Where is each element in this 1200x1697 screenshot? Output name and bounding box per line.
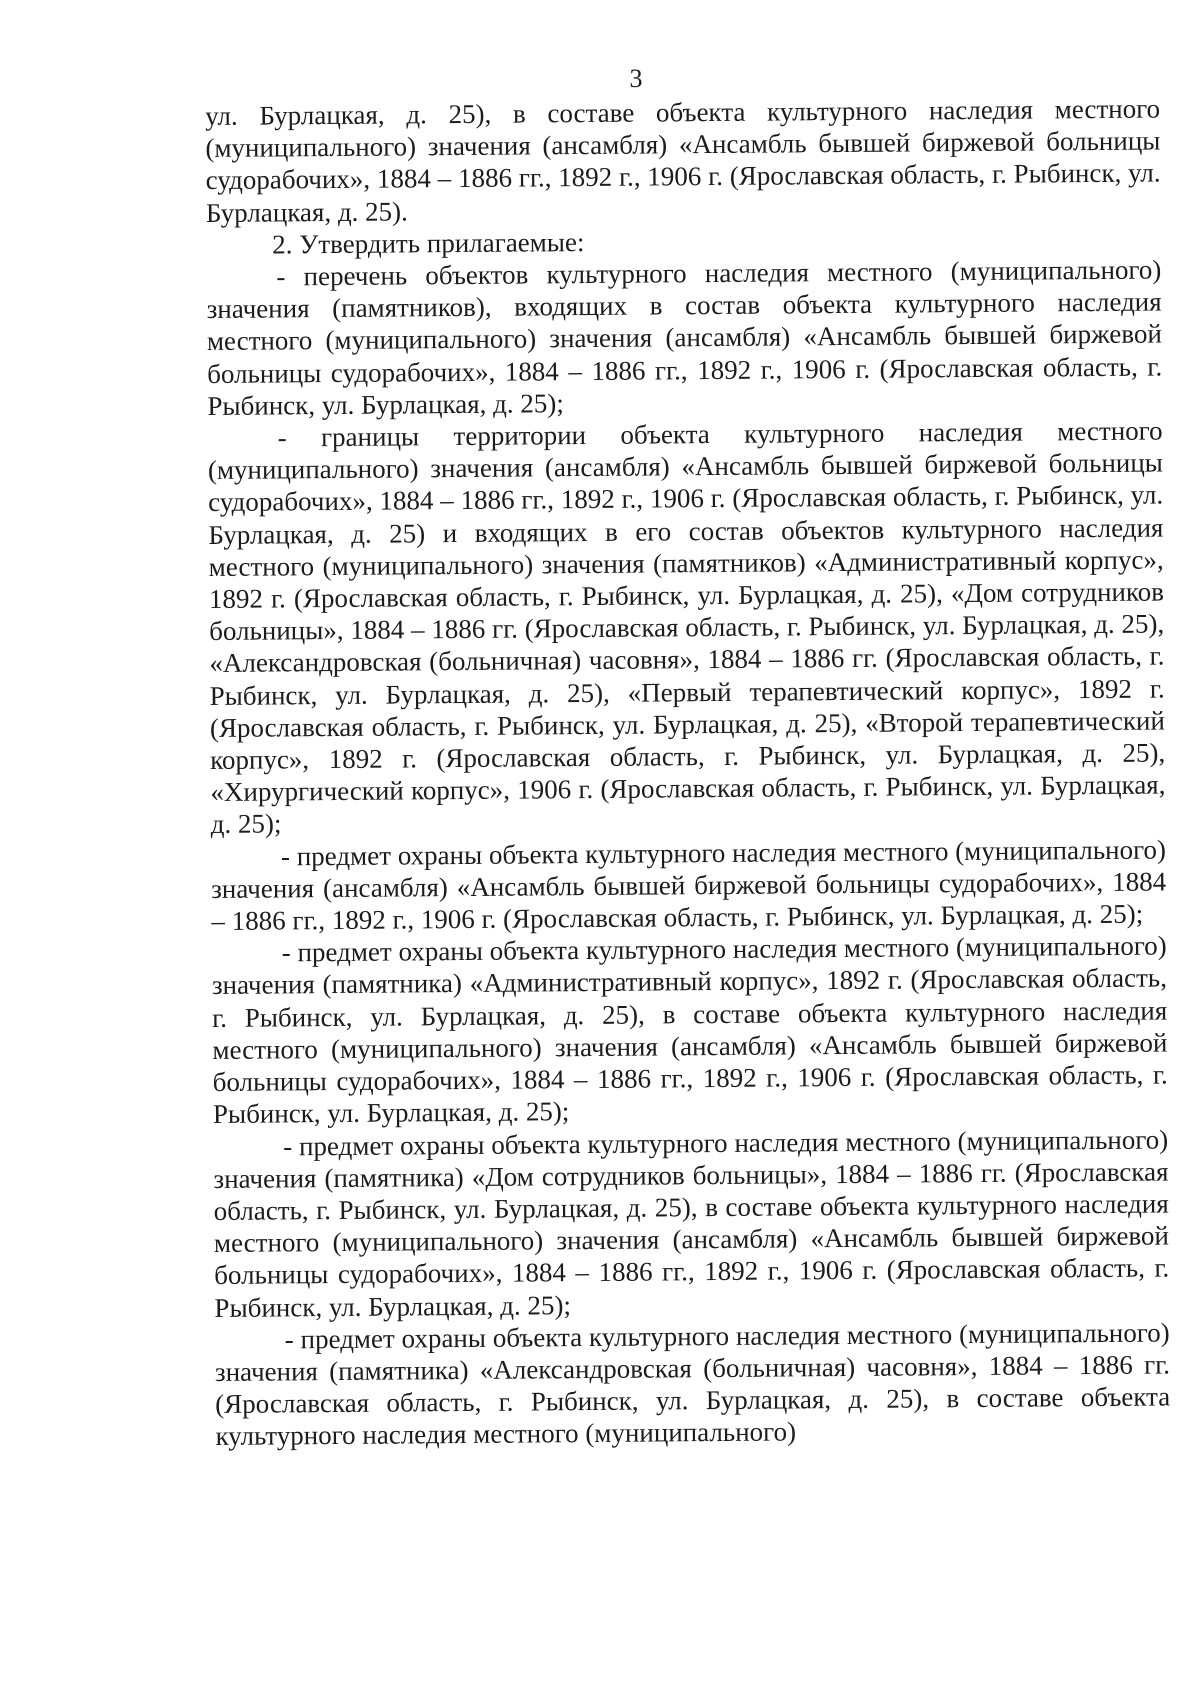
paragraph-protection-staff-house: - предмет охраны объекта культурного наследия местного (муниципального) значения (памятника) «Дом сотрудников больницы», 1884 – 1886 гг. (Ярославская область, г. Рыбинск, ул. Бурлацкая, д. 25), в составе объекта культурного наследия местного (муниципального) значения (ансамбля) «Ансамбль бывшей биржевой больницы судорабочих», 1884 – 1886 гг., 1892 г., 1906 г. (Ярославская область, г. Рыбинск, ул. Бурлацкая, д. 25); [213, 1123, 1170, 1323]
paragraph-protection-chapel: - предмет охраны объекта культурного наследия местного (муниципального) значения (памятника) «Александровская (больничная) часовня», 1884 – 1886 гг. (Ярославская область, г. Рыбинск, ул. Бурлацкая, д. 25), в составе объекта культурного наследия местного (муниципального) [214, 1317, 1171, 1452]
paragraph-territory-boundaries: - границы территории объекта культурного наследия местного (муниципального) значения (ансамбля) «Ансамбль бывшей биржевой больницы судорабочих», 1884 – 1886 гг., 1892 г., 1906 г. (Ярославская область, г. Рыбинск, ул. Бурлацкая, д. 25) и входящих в его состав объектов культурного наследия местного (муниципального) значения (памятников) «Административный корпус», 1892 г. (Ярославская область, г. Рыбинск, ул. Бурлацкая, д. 25), «Дом сотрудников больницы», 1884 – 1886 гг. (Ярославская область, г. Рыбинск, ул. Бурлацкая, д. 25), «Александровская (больничная) часовня», 1884 – 1886 гг. (Ярославская область, г. Рыбинск, ул. Бурлацкая, д. 25), «Первый терапевтический корпус», 1892 г. (Ярославская область, г. Рыбинск, ул. Бурлацкая, д. 25), «Второй терапевтический корпус», 1892 г. (Ярославская область, г. Рыбинск, ул. Бурлацкая, д. 25), «Хирургический корпус», 1906 г. (Ярославская область, г. Рыбинск, ул. Бурлацкая, д. 25); [207, 415, 1166, 840]
page-number: 3 [629, 64, 643, 93]
paragraph-item-2: 2. Утвердить прилагаемые: [272, 226, 585, 260]
paragraph-protection-admin-building: - предмет охраны объекта культурного наследия местного (муниципального) значения (памятника) «Административный корпус», 1892 г. (Ярославская область, г. Рыбинск, ул. Бурлацкая, д. 25), в составе объекта культурного наследия местного (муниципального) значения (ансамбля) «Ансамбль бывшей биржевой больницы судорабочих», 1884 – 1886 гг., 1892 г., 1906 г. (Ярославская область, г. Рыбинск, ул. Бурлацкая, д. 25); [211, 930, 1168, 1130]
paragraph-continuation: ул. Бурлацкая, д. 25), в составе объекта культурного наследия местного (муниципального) значения (ансамбля) «Ансамбль бывшей биржевой больницы судорабочих», 1884 – 1886 гг., 1892 г., 1906 г. (Ярославская область, г. Рыбинск, ул. Бурлацкая, д. 25). [205, 93, 1161, 228]
paragraph-protection-ensemble: - предмет охраны объекта культурного наследия местного (муниципального) значения (ансамбля) «Ансамбль бывшей биржевой больницы судорабочих», 1884 – 1886 гг., 1892 г., 1906 г. (Ярославская область, г. Рыбинск, ул. Бурлацкая, д. 25); [211, 834, 1167, 937]
paragraph-list-objects: - перечень объектов культурного наследия местного (муниципального) значения (памятников), входящих в состав объекта культурного наследия местного (муниципального) значения (ансамбля) «Ансамбль бывшей биржевой больницы судорабочих», 1884 – 1886 гг., 1892 г., 1906 г. (Ярославская область, г. Рыбинск, ул. Бурлацкая, д. 25); [206, 254, 1163, 421]
document-body [205, 92, 1171, 1452]
